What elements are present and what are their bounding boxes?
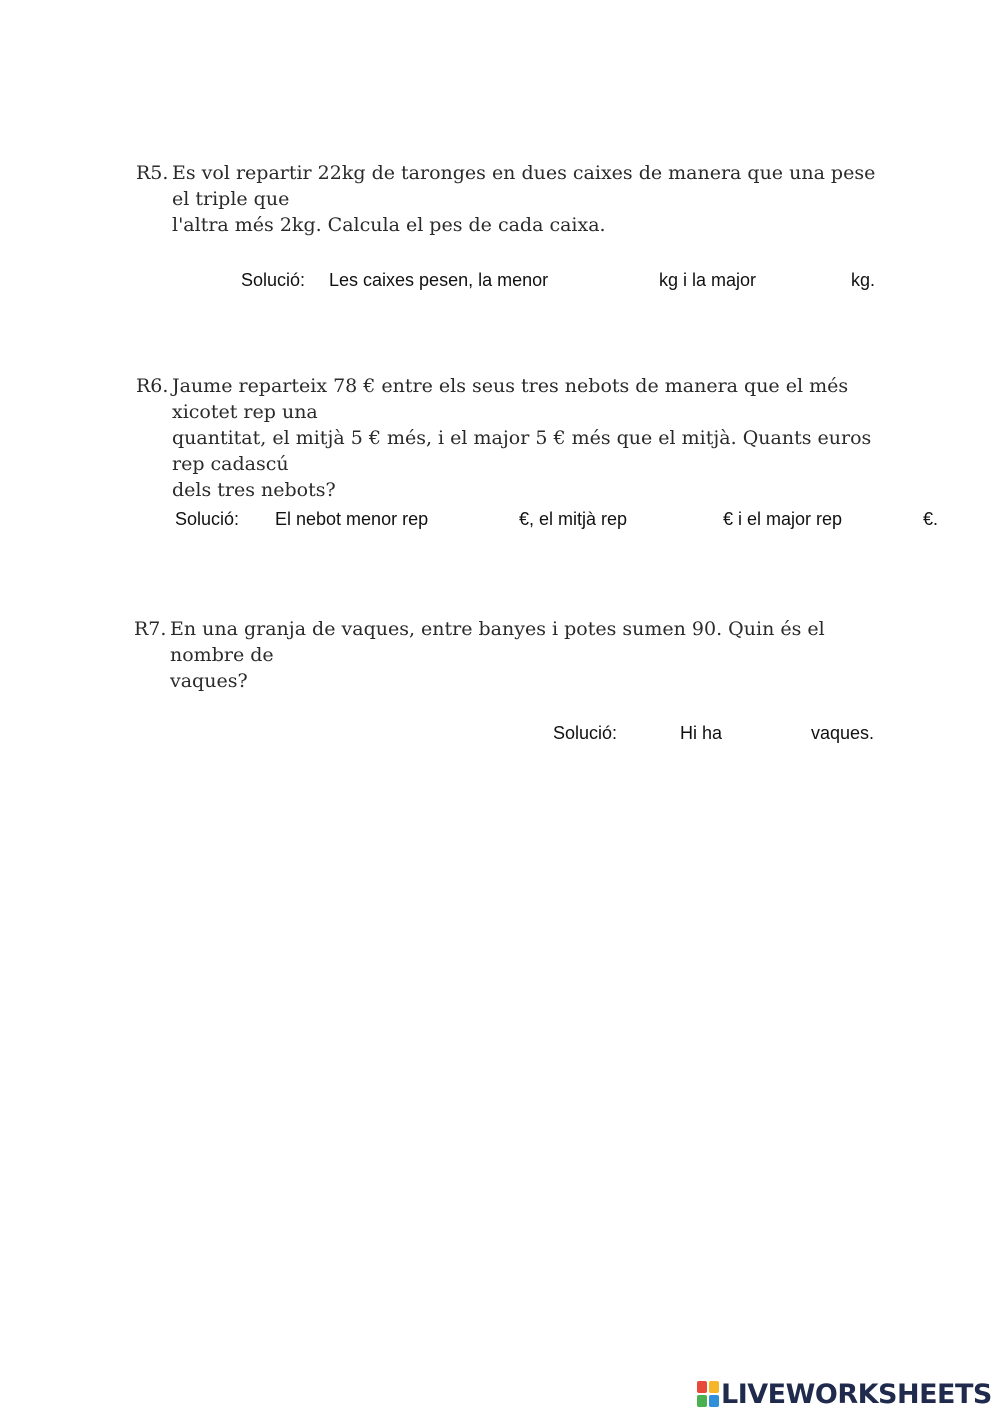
logo-text: LIVEWORKSHEETS (721, 1378, 992, 1410)
solution-text: kg i la major (659, 270, 757, 290)
solution-r7 (0, 722, 1000, 744)
logo-square (709, 1381, 719, 1393)
solution-r5 (0, 269, 1000, 291)
solution-text: El nebot menor rep (275, 509, 429, 529)
answer-input-larger-box[interactable] (773, 267, 847, 291)
problem-text: Jaume reparteix 78 € entre els seus tres nebots de manera que el més xicotet rep una quantitat, el mitjà 5 € més, i el major 5 € més que el mitjà. Quants euros rep cadascú dels tres nebots? (172, 375, 872, 501)
solution-label: Solució: (175, 509, 240, 529)
problem-text: Es vol repartir 22kg de taronges en dues caixes de manera que una pese el triple que l'altra més 2kg. Calcula el pes de cada caixa. (172, 162, 876, 236)
logo-square (709, 1395, 719, 1407)
answer-input-cows[interactable] (732, 720, 806, 744)
problem-number: R5. (136, 162, 169, 184)
liveworksheets-logo (697, 1378, 992, 1410)
problem-number: R7. (134, 618, 167, 640)
problem-r7 (134, 616, 894, 692)
solution-text: € i el major rep (723, 509, 843, 529)
solution-label: Solució: (241, 270, 306, 290)
problem-r5 (136, 160, 896, 236)
problem-r6 (136, 373, 896, 501)
solution-text: €, el mitjà rep (519, 509, 628, 529)
answer-input-youngest-nephew[interactable] (452, 506, 516, 530)
solution-label: Solució: (553, 723, 618, 743)
answer-input-oldest-nephew[interactable] (866, 506, 920, 530)
solution-r6 (0, 508, 1000, 530)
solution-text: Hi ha (680, 723, 723, 743)
solution-unit: kg. (851, 270, 876, 290)
solution-text: Les caixes pesen, la menor (329, 270, 549, 290)
answer-input-smaller-box[interactable] (580, 267, 654, 291)
logo-icon (697, 1381, 719, 1407)
problem-text: En una granja de vaques, entre banyes i potes sumen 90. Quin és el nombre de vaques? (170, 618, 825, 692)
problem-number: R6. (136, 375, 169, 397)
solution-unit: €. (923, 509, 939, 529)
logo-square (697, 1395, 707, 1407)
solution-unit: vaques. (811, 723, 875, 743)
logo-square (697, 1381, 707, 1393)
answer-input-middle-nephew[interactable] (645, 506, 719, 530)
